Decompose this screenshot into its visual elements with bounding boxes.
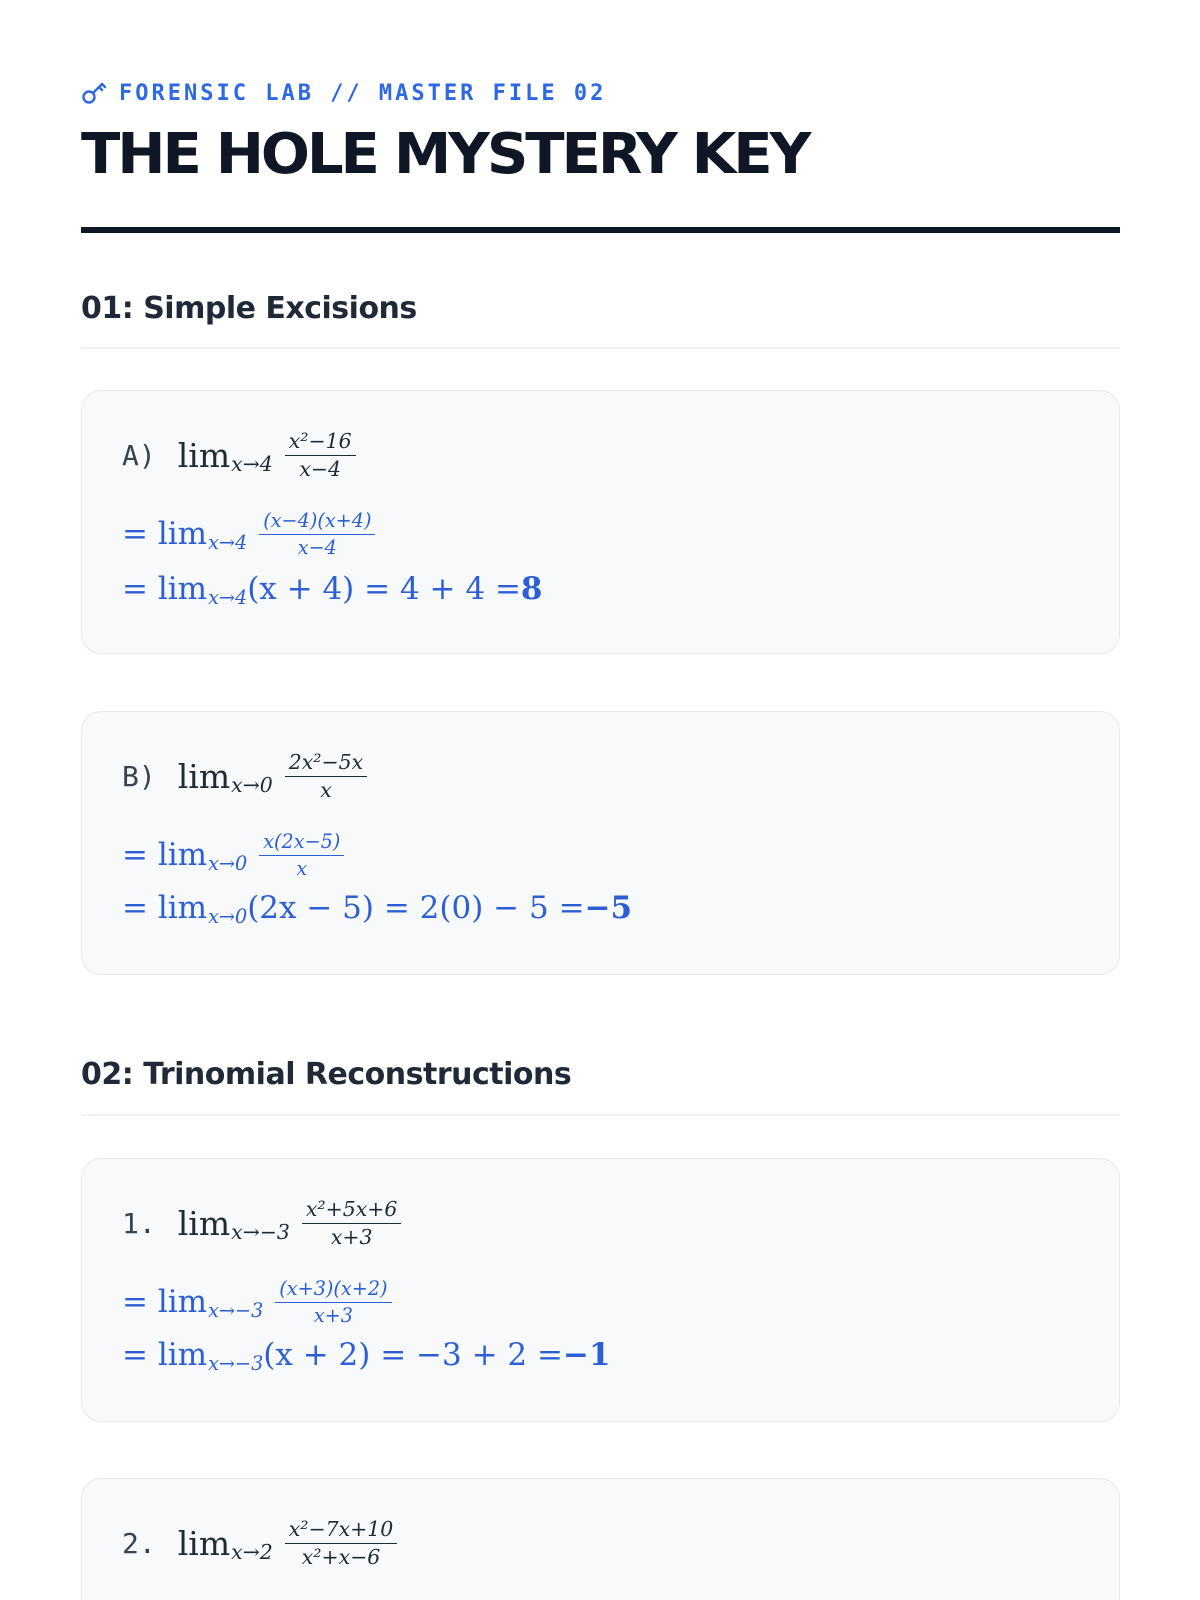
kicker — [81, 80, 606, 106]
denominator: x²+x−6 — [301, 1545, 381, 1569]
lim-subscript: x→4 — [208, 531, 248, 555]
numerator: 2x²−5x — [285, 750, 367, 777]
problem-label: 2. — [122, 1526, 156, 1560]
solution-step-factor — [122, 1277, 392, 1327]
denominator: x — [320, 778, 332, 802]
lim-operator: = lim — [122, 837, 208, 873]
problem-statement — [122, 429, 356, 481]
problem-statement — [122, 750, 367, 802]
problem-label: B) — [122, 759, 156, 793]
key-icon — [81, 80, 107, 106]
lim-operator: lim — [177, 435, 231, 475]
fraction — [285, 429, 356, 481]
fraction — [259, 509, 375, 559]
lim-operator: lim — [177, 1203, 231, 1243]
fraction — [259, 830, 344, 880]
section-heading-simple-excisions: 01: Simple Excisions — [81, 291, 417, 326]
lim-subscript: x→−3 — [208, 1299, 264, 1323]
solution-step-factor — [122, 509, 375, 559]
section-heading-trinomial-reconstructions: 02: Trinomial Reconstructions — [81, 1057, 572, 1092]
lim-operator: = lim — [122, 1337, 208, 1373]
page-title: THE HOLE MYSTERY KEY — [81, 122, 809, 187]
solution-step-evaluate — [122, 890, 633, 929]
problem-card-2 — [81, 1478, 1120, 1600]
problem-label: A) — [122, 438, 156, 472]
numerator: x(2x−5) — [259, 830, 344, 856]
numerator: (x+3)(x+2) — [275, 1277, 391, 1303]
denominator: x+3 — [330, 1225, 373, 1249]
problem-card-1 — [81, 1158, 1120, 1422]
problem-statement — [122, 1517, 397, 1569]
section-divider — [81, 347, 1120, 349]
solution-step-evaluate — [122, 571, 543, 610]
lim-subscript: x→0 — [208, 905, 248, 929]
problem-statement — [122, 1197, 401, 1249]
lim-operator: lim — [177, 756, 231, 796]
problem-label: 1. — [122, 1206, 156, 1240]
lim-subscript: x→4 — [231, 452, 273, 477]
problem-card-a — [81, 390, 1120, 654]
solution-step-factor — [122, 830, 344, 880]
denominator: x−4 — [297, 536, 337, 559]
final-answer: 8 — [520, 571, 543, 607]
lim-subscript: x→−3 — [208, 1352, 264, 1376]
final-answer: −5 — [584, 890, 633, 926]
evaluation: (x + 2) = −3 + 2 = — [263, 1337, 563, 1373]
denominator: x−4 — [299, 457, 342, 481]
lim-subscript: x→0 — [231, 773, 273, 798]
denominator: x+3 — [313, 1304, 353, 1327]
final-answer: −1 — [563, 1337, 611, 1373]
solution-step-evaluate — [122, 1337, 611, 1376]
denominator: x — [296, 857, 308, 880]
lim-subscript: x→2 — [231, 1540, 273, 1565]
lim-operator: = lim — [122, 1284, 208, 1320]
kicker-text: FORENSIC LAB // MASTER FILE 02 — [119, 80, 607, 106]
lim-operator: = lim — [122, 890, 208, 926]
fraction — [285, 750, 367, 802]
evaluation: (2x − 5) = 2(0) − 5 = — [247, 890, 585, 926]
evaluation: (x + 4) = 4 + 4 = — [247, 571, 521, 607]
lim-operator: = lim — [122, 571, 208, 607]
lim-operator: = lim — [122, 516, 208, 552]
lim-subscript: x→4 — [208, 586, 248, 610]
fraction — [285, 1517, 398, 1569]
lim-subscript: x→−3 — [231, 1220, 290, 1245]
title-divider — [81, 227, 1120, 233]
fraction — [275, 1277, 391, 1327]
numerator: x²−16 — [285, 429, 356, 456]
problem-card-b — [81, 711, 1120, 975]
section-divider — [81, 1114, 1120, 1116]
lim-subscript: x→0 — [208, 852, 248, 876]
numerator: (x−4)(x+4) — [259, 509, 375, 535]
numerator: x²−7x+10 — [285, 1517, 398, 1544]
lim-operator: lim — [177, 1523, 231, 1563]
fraction — [302, 1197, 402, 1249]
numerator: x²+5x+6 — [302, 1197, 402, 1224]
